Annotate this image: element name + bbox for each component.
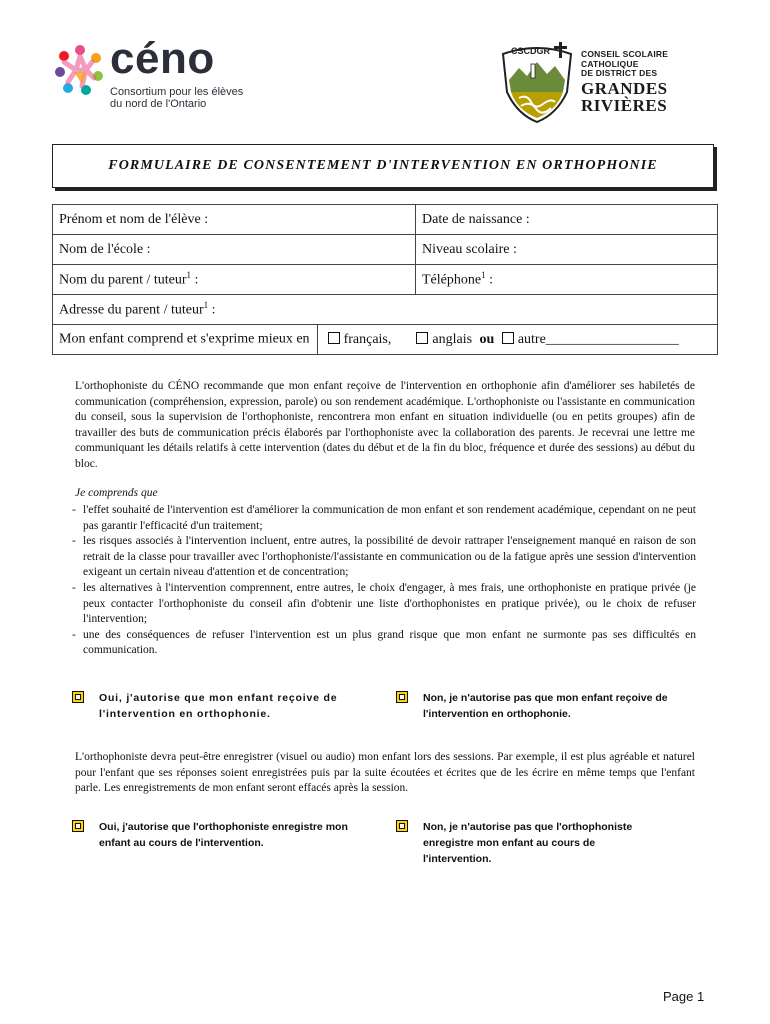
board-name-line2: CATHOLIQUE (581, 58, 639, 69)
consent-recording-yes-label: Oui, j'autorise que l'orthophoniste enregistre mon enfant au cours de l'intervention. (99, 821, 348, 849)
birth-date-label: Date de naissance : (422, 211, 530, 227)
consent-intervention-yes-label: Oui, j'autorise que mon enfant reçoive de l'intervention en orthophonie. (99, 692, 338, 720)
checkbox-icon[interactable] (72, 691, 84, 703)
recommendation-paragraph: L'orthophoniste du CÉNO recommande que mon enfant reçoive de l'intervention en orthophonie afin d'améliorer ses habiletés de communication (compréhension, expression, parole) ou son rendement académique. L'orthophoniste ou l'assistante en communication du conseil, sous la supervision de l'orthophoniste, rencontrera mon enfant en situation individuelle (ou en petits groupes) afin de travailler des buts de communication précis élaborés par l'orthophoniste avec la collaboration des parents. Je recevrai une lettre me communiquant les détails relatifs à cette intervention (dates du début et de la fin du bloc, fréquence et durée des sessions) au début du bloc. (75, 380, 695, 470)
school-name-label: Nom de l'école : (59, 241, 151, 257)
list-item: - une des conséquences de refuser l'intervention est un plus grand risque que mon enfant ne surmonte pas ses difficultés en communication. (72, 628, 696, 659)
birth-date-field[interactable] (416, 205, 718, 235)
table-row (53, 235, 718, 265)
grade-label: Niveau scolaire : (422, 241, 517, 257)
student-info-table (52, 204, 718, 355)
address-label: Adresse du parent / tuteur (59, 302, 204, 318)
colon: : (194, 272, 199, 288)
language-prompt: Mon enfant comprend et s'exprime mieux en (59, 331, 310, 347)
table-row (53, 325, 718, 355)
phone-field[interactable] (416, 265, 718, 295)
ceno-subtitle-line2: du nord de l'Ontario (110, 98, 207, 110)
board-name-line1: CONSEIL SCOLAIRE (581, 49, 669, 59)
list-item: - l'effet souhaité de l'intervention est d'améliorer la communication de mon enfant et son rendement académique, cependant on ne peut pas garantir l'efficacité d'un traitement; (72, 503, 696, 534)
option-english-label: anglais (432, 331, 473, 347)
list-item: - les alternatives à l'intervention comprennent, entre autres, le choix d'engager, à mes frais, une orthophoniste en pratique privée (je peux contacter l'orthophoniste du conseil afin d'obtenir une liste d'orthophonistes en pratique privée), ou le choix de refuser l'intervention; (72, 581, 696, 628)
ceno-subtitle (110, 86, 243, 110)
consent-intervention-no-label: Non, je n'autorise pas que mon enfant reçoive de l'intervention en orthophonie. (423, 692, 668, 720)
cscdgr-logo (497, 40, 697, 124)
footnote-ref: 1 (481, 270, 486, 281)
table-row (53, 205, 718, 235)
checkbox-icon (502, 332, 514, 344)
checkbox-icon[interactable] (396, 820, 408, 832)
table-row (53, 265, 718, 295)
footnote-ref: 1 (203, 300, 209, 311)
school-name-field[interactable] (53, 235, 416, 265)
list-item: - les risques associés à l'intervention incluent, entre autres, la possibilité de devoir rattraper l'enseignement manqué en raison de son retrait de la classe pour travailler avec l'orthophoniste/l'assistante en communication ou de la fatigue après une session d'intervention exigeant un certain niveau d'attention et de concentration; (72, 534, 696, 581)
ceno-wordmark: céno (110, 34, 215, 83)
address-field[interactable] (53, 295, 718, 325)
ceno-emblem-icon (52, 42, 108, 98)
colon: : (211, 302, 216, 318)
checkbox-icon[interactable] (72, 820, 84, 832)
recording-paragraph: L'orthophoniste devra peut-être enregistrer (visuel ou audio) mon enfant lors des sessions. Par exemple, il est plus agréable et naturel pour l'enfant que ses réponses soient enregistrées puis par la suite écoutées et écrites que de les écrire en même temps que l'enfant parle. Les enregistrements de mon enfant seront effacés après la session. (75, 751, 695, 795)
ceno-subtitle-line1: Consortium pour les élèves (110, 86, 244, 98)
checkbox-other[interactable] (502, 332, 679, 347)
checkbox-icon (416, 332, 428, 344)
understand-list (72, 503, 696, 659)
consent-recording-no-label: Non, je n'autorise pas que l'orthophoniste enregistre mon enfant au cours de l'intervention. (423, 821, 633, 865)
grade-field[interactable] (416, 235, 718, 265)
board-name-line3: DE DISTRICT DES (581, 68, 658, 78)
form-title: FORMULAIRE DE CONSENTEMENT D'INTERVENTION EN ORTHOPHONIE (108, 158, 658, 173)
phone-label: Téléphone (422, 272, 482, 288)
parent-name-field[interactable] (53, 265, 416, 295)
cell-divider (317, 325, 318, 354)
checkbox-icon (328, 332, 340, 344)
parent-name-label: Nom du parent / tuteur (59, 272, 187, 288)
option-other-label: autre___________________ (517, 331, 679, 347)
checkbox-english[interactable] (416, 332, 472, 347)
student-name-label: Prénom et nom de l'élève : (59, 211, 209, 227)
form-title-box (52, 144, 714, 188)
table-row (53, 295, 718, 325)
understand-intro: Je comprends que (75, 487, 158, 499)
ceno-logo (52, 34, 252, 120)
board-name-line5: RIVIÈRES (581, 95, 668, 115)
language-row (53, 325, 718, 355)
page-number: Page 1 (663, 989, 705, 1004)
board-name-line4: GRANDES (581, 78, 668, 98)
or-label: ou (479, 331, 495, 347)
option-french-label: français, (343, 331, 392, 347)
student-name-field[interactable] (53, 205, 416, 235)
checkbox-icon[interactable] (396, 691, 408, 703)
checkbox-french[interactable] (328, 332, 392, 347)
footnote-ref: 1 (186, 270, 192, 281)
board-name (581, 50, 668, 113)
board-acronym: CSCDGR (511, 46, 551, 56)
colon: : (489, 272, 493, 288)
